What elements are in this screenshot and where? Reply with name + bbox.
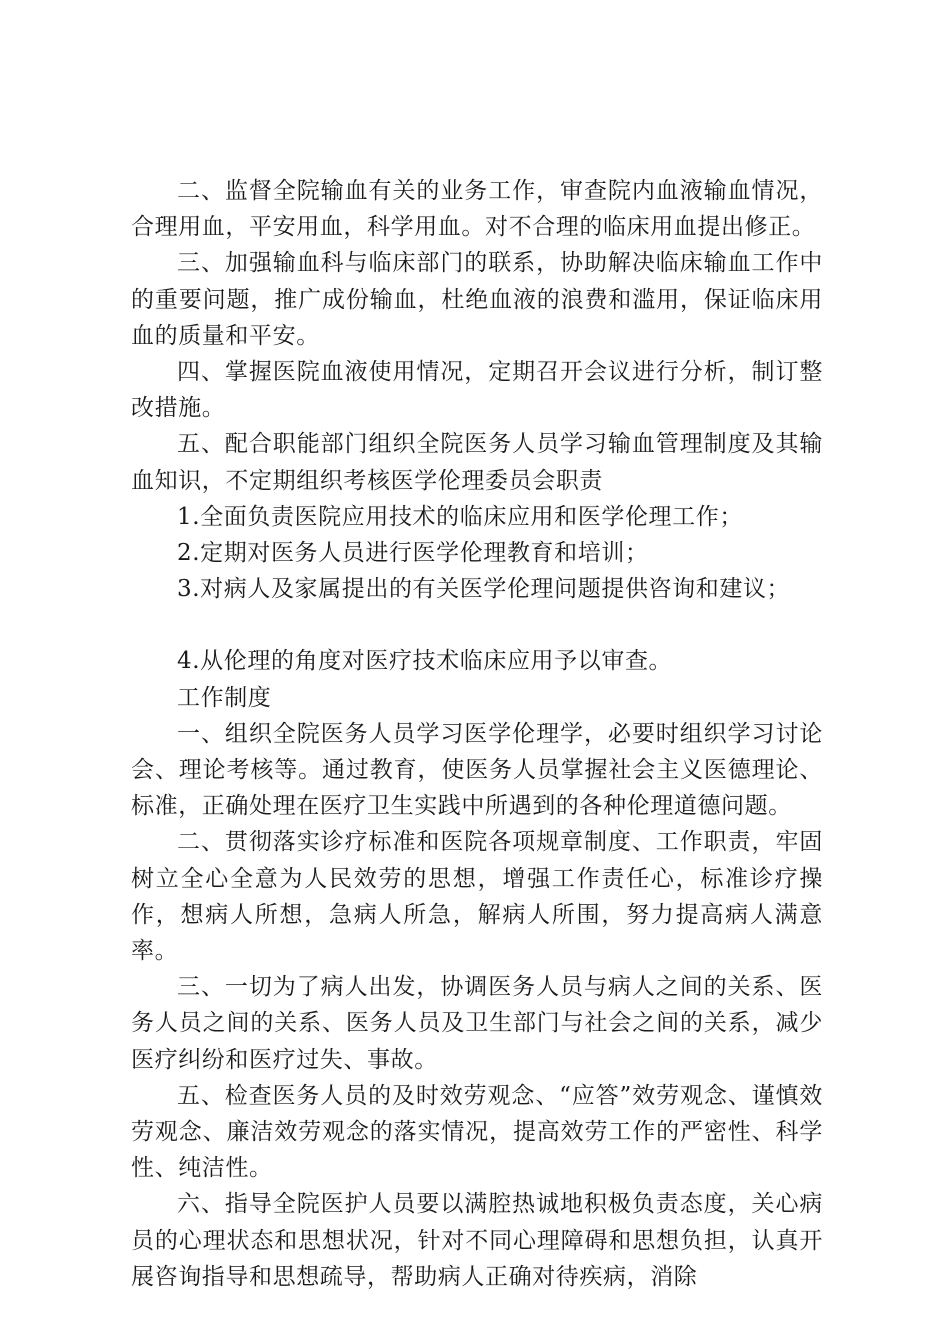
paragraph-relationships: 三、一切为了病人出发，协调医务人员与病人之间的关系、医务人员之间的关系、医务人员及卫生部门与社会之间的关系，减少医疗纠纷和医疗过失、事故。: [131, 974, 823, 1073]
list-item-ethics-1: 1.全面负责医院应用技术的临床应用和医学伦理工作；: [177, 503, 743, 530]
paragraph-staff-training: 五、配合职能部门组织全院医务人员学习输血管理制度及其输血知识，不定期组织考核医学伦理委员会职责: [131, 431, 823, 494]
list-item-ethics-3: 3.对病人及家属提出的有关医学伦理问题提供咨询和建议；: [177, 576, 791, 603]
document-body: [131, 173, 823, 1295]
paragraph-clinical-liaison: 三、加强输血科与临床部门的联系，协助解决临床输血工作中的重要问题，推广成份输血，杜绝血液的浪费和滥用，保证临床用血的质量和平安。: [131, 250, 823, 349]
paragraph-ethics-study: 一、组织全院医务人员学习医学伦理学，必要时组织学习讨论会、理论考核等。通过教育，使医务人员掌握社会主义医德理论、标准，正确处理在医疗卫生实践中所遇到的各种伦理道德问题。: [131, 720, 823, 820]
section-heading-work-system: 工作制度: [177, 684, 272, 711]
paragraph-service-concepts: 五、检查医务人员的及时效劳观念、“应答”效劳观念、谨慎效劳观念、廉洁效劳观念的落实情况，提高效劳工作的严密性、科学性、纯洁性。: [131, 1082, 823, 1182]
blank-line: [131, 607, 823, 643]
paragraph-transfusion-supervision: 二、监督全院输血有关的业务工作，审查院内血液输血情况，合理用血，平安用血，科学用血。对不合理的临床用血提出修正。: [131, 178, 823, 241]
paragraph-blood-usage: 四、掌握医院血液使用情况，定期召开会议进行分析，制订整改措施。: [131, 359, 823, 422]
list-item-ethics-2: 2.定期对医务人员进行医学伦理教育和培训；: [177, 540, 649, 567]
paragraph-regulations: 二、贯彻落实诊疗标准和医院各项规章制度、工作职责，牢固树立全心全意为人民效劳的思想，增强工作责任心，标准诊疗操作，想病人所想，急病人所急，解病人所围，努力提高病人满意率。: [131, 829, 823, 965]
list-item-ethics-4: 4.从伦理的角度对医疗技术临床应用予以审查。: [177, 648, 673, 675]
paragraph-patient-care: 六、指导全院医护人员要以满腔热诚地积极负责态度，关心病员的心理状态和思想状况，针对不同心理障碍和思想负担，认真开展咨询指导和思想疏导，帮助病人正确对待疾病，消除: [131, 1191, 823, 1290]
